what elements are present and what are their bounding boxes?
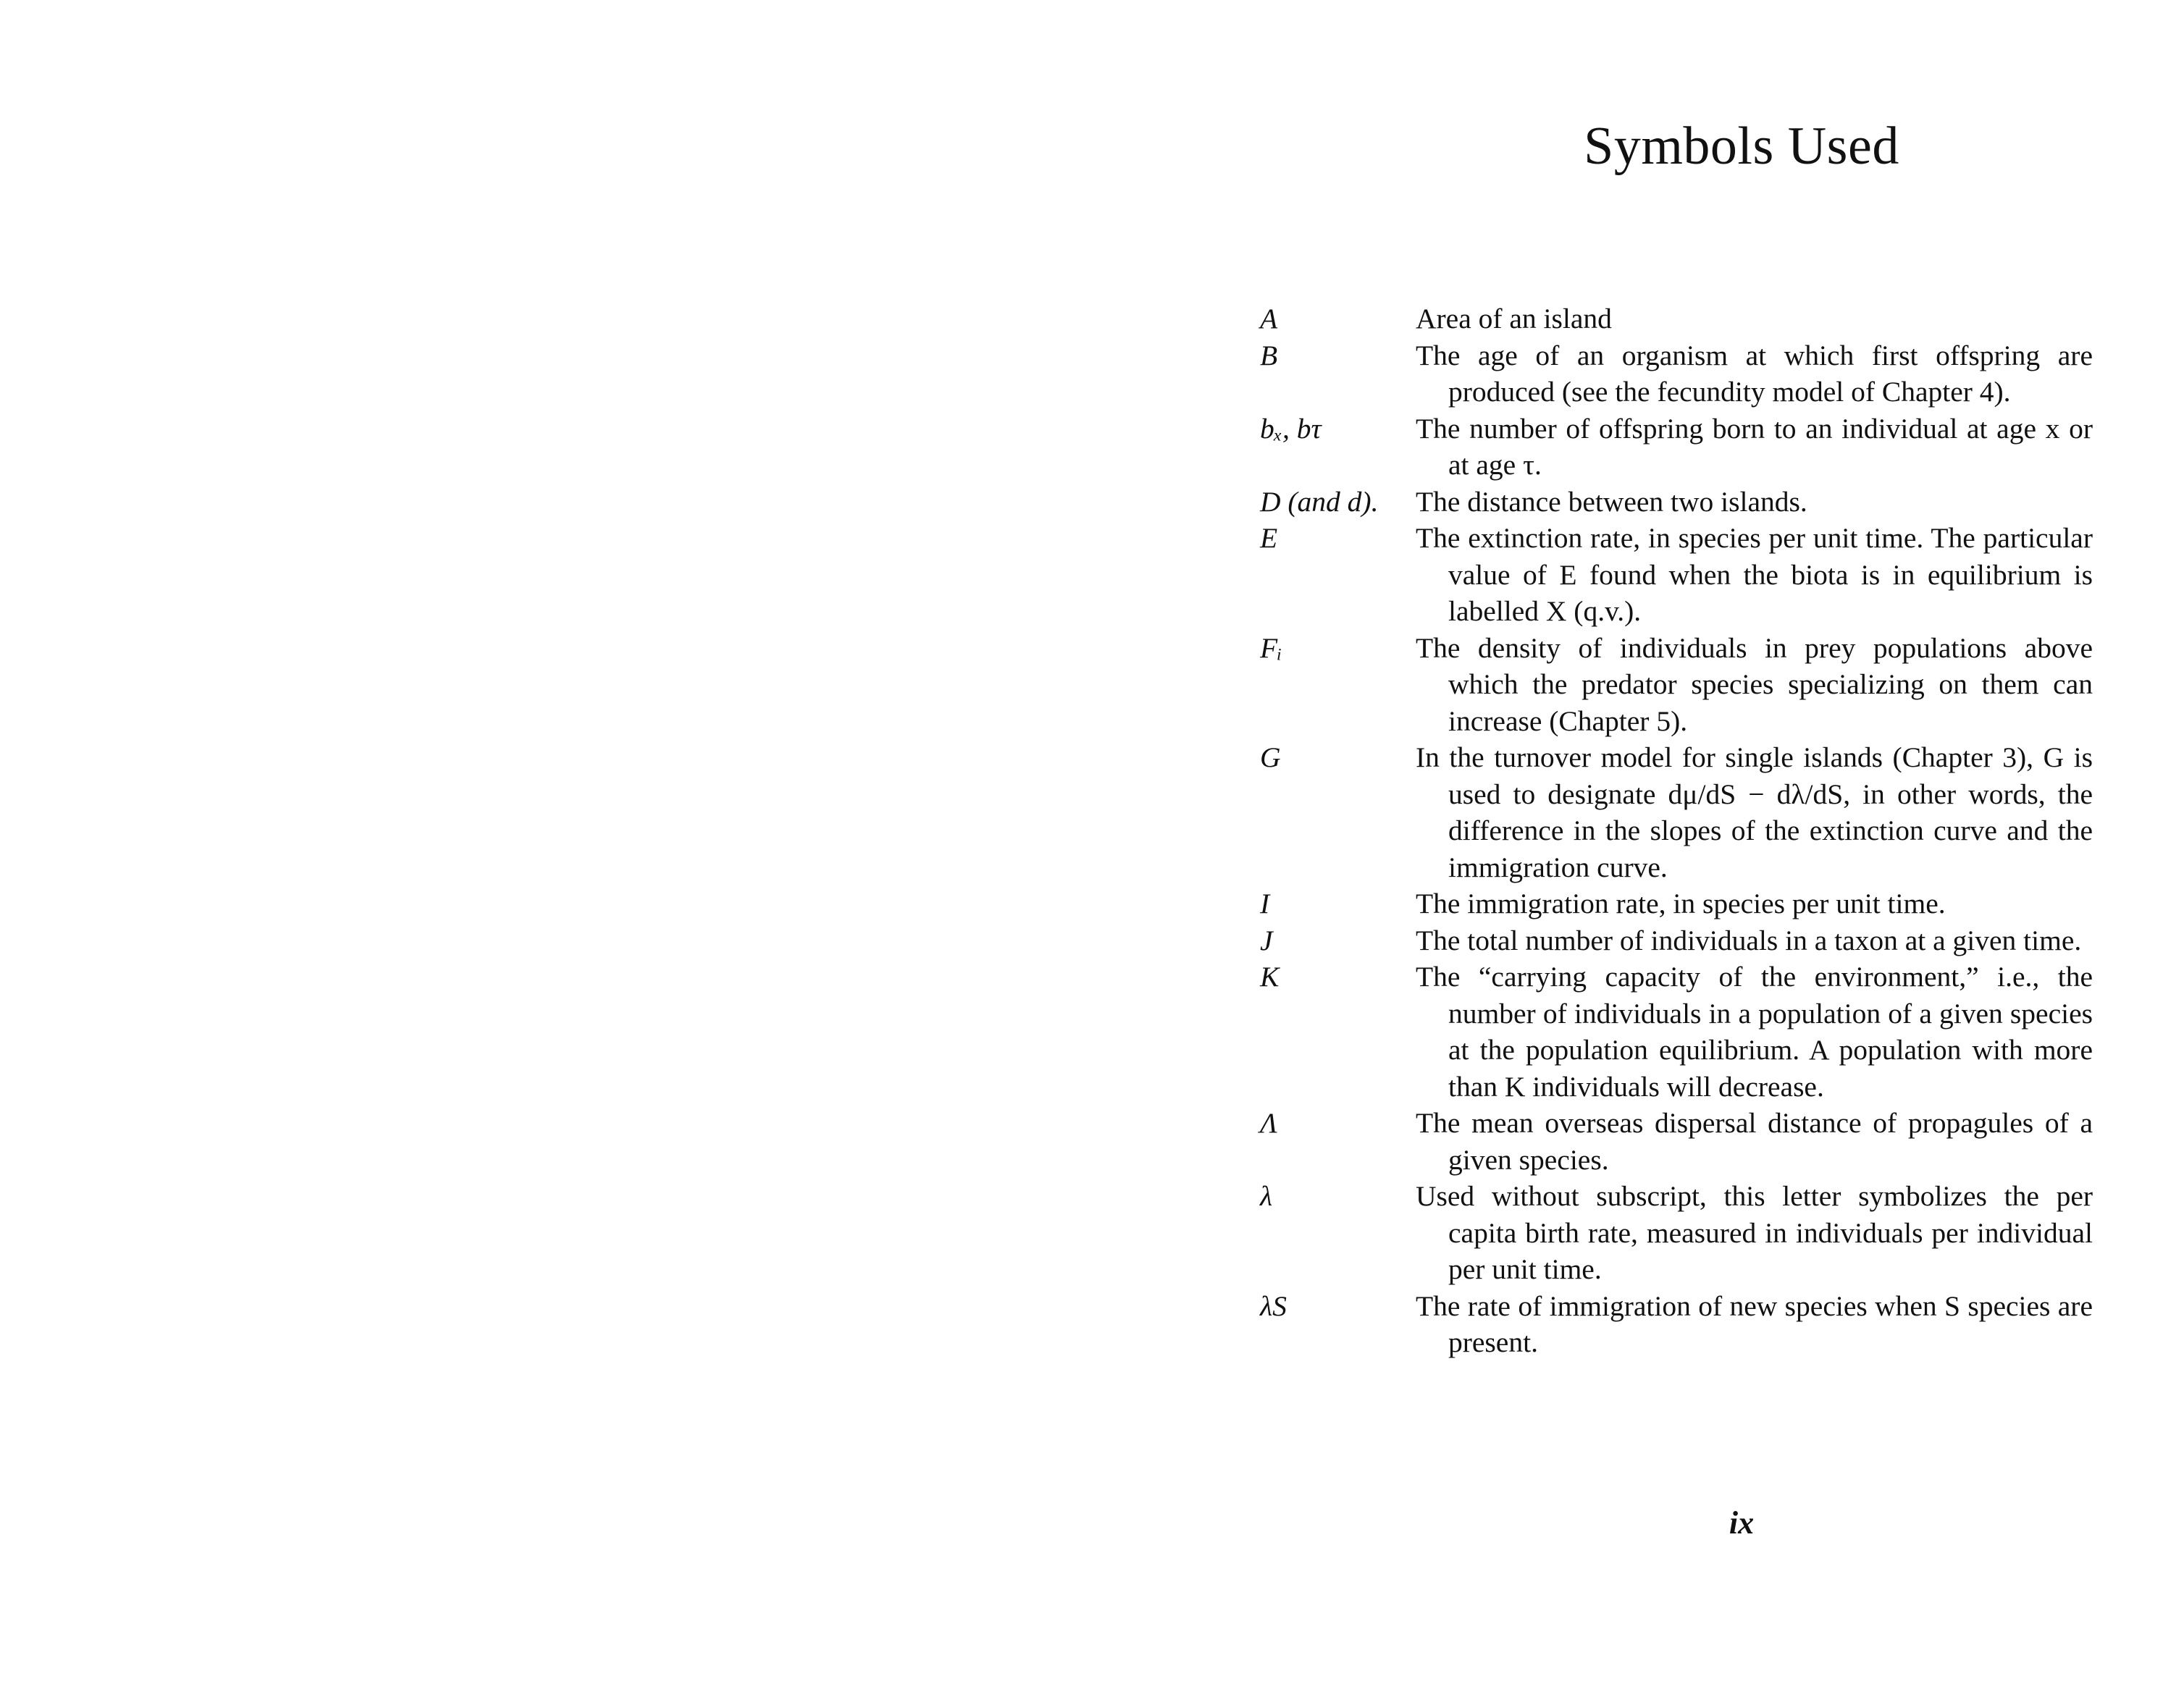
symbols-glossary	[1260, 300, 2093, 1361]
glossary-symbol: E	[1260, 522, 1278, 554]
glossary-symbol: Λ	[1260, 1107, 1277, 1139]
glossary-entry	[1260, 1105, 2093, 1178]
glossary-entry	[1260, 922, 2093, 959]
glossary-symbol: K	[1260, 961, 1280, 993]
glossary-symbol: λ	[1260, 1180, 1273, 1212]
glossary-definition: In the turnover model for single islands (Chapter 3), G is used to designate dμ/dS − dλ/dS, in other words, the difference in the slopes of the extinction curve and the immigration curve.	[1416, 741, 2093, 883]
page-number: ix	[1729, 1505, 1755, 1541]
glossary-definition: The “carrying capacity of the environment,” i.e., the number of individuals in a population of a given species at the population equilibrium. A population with more than K individuals will decrease.	[1416, 961, 2093, 1103]
glossary-entry	[1260, 885, 2093, 922]
glossary-entry	[1260, 300, 2093, 337]
glossary-entry	[1260, 630, 2093, 740]
glossary-definition: The distance between two islands.	[1416, 485, 1807, 518]
glossary-entry	[1260, 411, 2093, 484]
glossary-symbol: B	[1260, 339, 1278, 371]
glossary-entry	[1260, 484, 2093, 521]
glossary-symbol: Fᵢ	[1260, 631, 1282, 664]
glossary-symbol: I	[1260, 888, 1270, 919]
glossary-symbol: bₓ, bτ	[1260, 412, 1322, 445]
glossary-symbol: A	[1260, 303, 1278, 334]
right-page	[1260, 0, 2093, 1705]
glossary-definition: The total number of individuals in a taxon at a given time.	[1416, 924, 2082, 956]
glossary-definition: The density of individuals in prey populations above which the predator species specializing on them can increase (Chapter 5).	[1416, 631, 2093, 737]
glossary-definition: Used without subscript, this letter symbolizes the per capita birth rate, measured in individuals per individual per unit time.	[1416, 1180, 2093, 1285]
glossary-definition: The number of offspring born to an individual at age x or at age τ.	[1416, 412, 2093, 481]
glossary-definition: The immigration rate, in species per unit time.	[1416, 888, 1946, 919]
glossary-definition: The extinction rate, in species per unit time. The particular value of E found when the biota is in equilibrium is labelled X (q.v.).	[1416, 522, 2093, 627]
glossary-entry	[1260, 739, 2093, 885]
glossary-definition: Area of an island	[1416, 303, 1612, 334]
glossary-entry	[1260, 1178, 2093, 1288]
glossary-entry	[1260, 520, 2093, 630]
glossary-definition: The age of an organism at which first offspring are produced (see the fecundity model of Chapter 4).	[1416, 339, 2093, 408]
glossary-entry	[1260, 337, 2093, 411]
glossary-entry	[1260, 1288, 2093, 1361]
glossary-symbol: λS	[1260, 1289, 1287, 1322]
glossary-symbol: D (and d).	[1260, 485, 1379, 518]
page-title: Symbols Used	[1584, 117, 1899, 176]
glossary-symbol: G	[1260, 741, 1281, 773]
glossary-symbol: J	[1260, 924, 1273, 956]
glossary-definition: The rate of immigration of new species when S species are present.	[1416, 1289, 2093, 1358]
blank-left-page	[0, 0, 1086, 1705]
glossary-entry	[1260, 959, 2093, 1105]
glossary-definition: The mean overseas dispersal distance of propagules of a given species.	[1416, 1107, 2093, 1176]
